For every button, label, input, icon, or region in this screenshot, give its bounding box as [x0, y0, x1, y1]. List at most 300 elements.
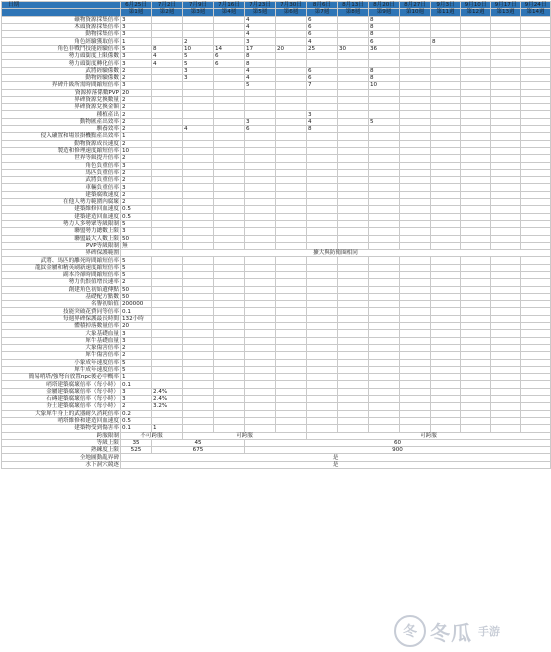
value-cell: [431, 410, 461, 417]
value-cell: 3: [245, 118, 276, 125]
value-cell: [338, 213, 369, 220]
value-cell: [431, 74, 461, 81]
value-cell: [183, 308, 214, 315]
value-cell: [338, 286, 369, 293]
value-cell: [521, 133, 551, 140]
value-cell: [521, 82, 551, 89]
table-row: [2, 330, 551, 337]
value-cell: [307, 293, 338, 300]
row-label: 熟練度上限: [2, 447, 121, 454]
value-cell: [369, 388, 400, 395]
value-cell: [183, 315, 214, 322]
value-cell: 2: [121, 344, 152, 351]
table-row: [2, 374, 551, 381]
value-cell: [307, 308, 338, 315]
week-cell: 第8週: [338, 9, 369, 16]
week-header-blank: [2, 9, 121, 16]
value-cell: [245, 330, 276, 337]
value-cell: [183, 374, 214, 381]
value-cell: 3: [121, 23, 152, 30]
value-cell: [276, 155, 307, 162]
value-cell: [400, 344, 431, 351]
value-cell: [338, 235, 369, 242]
value-cell: 3: [183, 74, 214, 81]
value-cell: [491, 410, 521, 417]
value-cell: [338, 162, 369, 169]
value-cell: [183, 396, 214, 403]
value-cell: [245, 388, 276, 395]
table-body: [2, 16, 551, 468]
value-cell: 8: [369, 74, 400, 81]
value-cell: [491, 228, 521, 235]
value-cell: [307, 104, 338, 111]
value-cell: [214, 359, 245, 366]
value-cell: [276, 286, 307, 293]
value-cell: [369, 177, 400, 184]
value-cell: [307, 177, 338, 184]
value-cell: [276, 264, 307, 271]
value-cell: [338, 169, 369, 176]
value-cell: [214, 38, 245, 45]
value-cell: 3: [245, 38, 276, 45]
value-cell: [521, 38, 551, 45]
value-cell: [491, 67, 521, 74]
row-label: 名譽初始值: [2, 301, 121, 308]
value-cell: [400, 38, 431, 45]
value-cell: [400, 337, 431, 344]
value-cell: [521, 213, 551, 220]
row-label: 資源掉落係數PVP: [2, 89, 121, 96]
row-label: 每週界碑保護最長時間: [2, 315, 121, 322]
value-cell: [431, 67, 461, 74]
table-row: [2, 425, 551, 432]
value-cell: [491, 213, 521, 220]
value-cell: [214, 104, 245, 111]
value-cell: [369, 257, 400, 264]
row-label: 角色負重倍率: [2, 162, 121, 169]
value-cell: [461, 323, 491, 330]
value-cell: 50: [121, 293, 152, 300]
value-cell: [276, 111, 307, 118]
value-cell: [491, 257, 521, 264]
value-cell: [338, 191, 369, 198]
table-row: [2, 74, 551, 81]
value-cell: [245, 104, 276, 111]
value-cell: 8: [152, 45, 183, 52]
value-cell: [338, 155, 369, 162]
value-cell: [276, 396, 307, 403]
table-row: [2, 410, 551, 417]
value-cell: [276, 23, 307, 30]
value-cell: [183, 381, 214, 388]
value-cell: 3: [121, 31, 152, 38]
value-cell: [521, 191, 551, 198]
value-cell: [461, 23, 491, 30]
value-cell: [400, 352, 431, 359]
value-cell: [152, 374, 183, 381]
value-cell: [491, 264, 521, 271]
value-cell: [183, 177, 214, 184]
value-cell: [152, 381, 183, 388]
value-cell: [245, 199, 276, 206]
value-cell: [369, 344, 400, 351]
value-cell: [276, 315, 307, 322]
value-cell: [307, 162, 338, 169]
value-cell: [183, 228, 214, 235]
value-cell: [431, 53, 461, 60]
value-cell: 4: [245, 31, 276, 38]
value-cell: [245, 133, 276, 140]
value-cell: 4: [245, 67, 276, 74]
value-cell: [245, 147, 276, 154]
value-cell: [214, 366, 245, 373]
value-cell: [245, 301, 276, 308]
value-cell: [491, 177, 521, 184]
value-cell: [338, 366, 369, 373]
table-row: [2, 220, 551, 227]
value-cell: [431, 366, 461, 373]
value-cell: [400, 271, 431, 278]
value-cell: [183, 271, 214, 278]
value-cell: [152, 279, 183, 286]
row-label: 聯盟勢力總數上限: [2, 228, 121, 235]
value-cell: [400, 155, 431, 162]
value-cell: [307, 352, 338, 359]
table-row: [2, 301, 551, 308]
row-label: 界碑資源兌換數量: [2, 96, 121, 103]
value-cell: [152, 177, 183, 184]
value-cell: [369, 155, 400, 162]
value-cell: [307, 257, 338, 264]
value-cell: [369, 191, 400, 198]
value-cell: [431, 308, 461, 315]
value-cell: [521, 323, 551, 330]
value-cell: 50: [121, 286, 152, 293]
value-cell: [400, 184, 431, 191]
value-cell: 3: [121, 184, 152, 191]
value-cell: [491, 74, 521, 81]
value-cell: 3.2%: [152, 403, 183, 410]
value-cell: [431, 133, 461, 140]
row-label: 哨塔建築腐壞倍率（每小時）: [2, 381, 121, 388]
value-cell: [521, 359, 551, 366]
value-cell: [431, 169, 461, 176]
value-cell: [400, 82, 431, 89]
value-cell: [491, 82, 521, 89]
row-label: 動物匯產出效率: [2, 118, 121, 125]
date-cell: 8月27日: [400, 2, 431, 9]
value-cell: 2: [121, 199, 152, 206]
date-cell: 7月23日: [245, 2, 276, 9]
value-cell: [521, 235, 551, 242]
value-cell: [245, 308, 276, 315]
row-label: 侵入礦置和場景掛機點產出效率: [2, 133, 121, 140]
value-cell: [369, 89, 400, 96]
value-cell: [431, 337, 461, 344]
value-cell: [400, 213, 431, 220]
value-cell: [183, 133, 214, 140]
value-cell: 4: [183, 126, 214, 133]
value-cell: [276, 271, 307, 278]
value-cell: [307, 425, 338, 432]
value-cell: [307, 344, 338, 351]
value-cell: [491, 344, 521, 351]
value-cell: [307, 359, 338, 366]
week-cell: 第3週: [183, 9, 214, 16]
value-cell: [214, 410, 245, 417]
value-cell: [183, 352, 214, 359]
value-cell: [521, 206, 551, 213]
value-cell: [461, 330, 491, 337]
value-cell: [276, 352, 307, 359]
value-cell: [400, 140, 431, 147]
value-cell: [431, 301, 461, 308]
value-cell: [400, 60, 431, 67]
row-label: PVP等級限制: [2, 242, 121, 249]
value-cell: [276, 242, 307, 249]
row-label: 馴養效率: [2, 126, 121, 133]
value-cell: [338, 257, 369, 264]
week-cell: 第13週: [491, 9, 521, 16]
value-cell: [461, 242, 491, 249]
row-label: 聯盟最大人數上限: [2, 235, 121, 242]
table-row: [2, 191, 551, 198]
value-cell: [276, 206, 307, 213]
value-cell: [214, 257, 245, 264]
value-cell: [461, 184, 491, 191]
value-cell: [276, 410, 307, 417]
value-cell: [369, 374, 400, 381]
value-cell: [183, 257, 214, 264]
value-cell: [338, 381, 369, 388]
value-cell: [245, 220, 276, 227]
value-cell: [400, 220, 431, 227]
value-cell: 17: [245, 45, 276, 52]
value-cell: [431, 140, 461, 147]
value-cell: [491, 301, 521, 308]
value-cell: [338, 89, 369, 96]
value-cell: [369, 60, 400, 67]
week-cell: 第14週: [521, 9, 551, 16]
value-cell: 50: [121, 235, 152, 242]
value-cell: [461, 147, 491, 154]
week-cell: 第11週: [431, 9, 461, 16]
table-row: [2, 96, 551, 103]
row-label: 龍紋金屬和精英刷新速度縮短倍率: [2, 264, 121, 271]
value-cell: [491, 337, 521, 344]
table-row: [2, 271, 551, 278]
value-cell: [461, 126, 491, 133]
value-cell: [491, 184, 521, 191]
value-cell: [307, 213, 338, 220]
value-cell: [245, 206, 276, 213]
value-cell: [307, 140, 338, 147]
value-cell: [152, 155, 183, 162]
value-cell: [431, 403, 461, 410]
value-cell: 0.1: [121, 381, 152, 388]
value-cell: [461, 67, 491, 74]
date-cell: 7月16日: [214, 2, 245, 9]
value-cell: [152, 140, 183, 147]
value-cell: [307, 228, 338, 235]
value-cell: [521, 199, 551, 206]
value-cell: [338, 315, 369, 322]
value-cell: [307, 89, 338, 96]
schedule-table: [1, 1, 551, 469]
value-cell: [369, 337, 400, 344]
value-cell: [245, 403, 276, 410]
value-cell: [183, 293, 214, 300]
value-cell: [461, 337, 491, 344]
value-cell: [307, 315, 338, 322]
value-cell: [431, 359, 461, 366]
value-cell: [152, 359, 183, 366]
watermark-brand: 冬瓜: [430, 620, 472, 645]
value-cell: [521, 162, 551, 169]
value-cell: 3: [121, 388, 152, 395]
value-cell: 2: [121, 279, 152, 286]
value-cell: [338, 184, 369, 191]
value-cell: [245, 140, 276, 147]
value-cell: 3: [121, 228, 152, 235]
value-cell: [276, 359, 307, 366]
value-cell: [245, 213, 276, 220]
value-cell: [521, 352, 551, 359]
row-label: 勢力仇恨值增長速率: [2, 279, 121, 286]
value-cell: [307, 366, 338, 373]
row-label: 創建角色初始遺傳點: [2, 286, 121, 293]
value-cell: 5: [121, 264, 152, 271]
value-cell: 2: [121, 67, 152, 74]
table-row: [2, 228, 551, 235]
value-cell: [400, 264, 431, 271]
value-cell: [521, 60, 551, 67]
table-row: [2, 89, 551, 96]
value-cell: [521, 53, 551, 60]
value-cell: [276, 323, 307, 330]
value-cell: [307, 169, 338, 176]
value-cell: [338, 308, 369, 315]
value-cell: [214, 111, 245, 118]
value-cell: [369, 366, 400, 373]
value-cell: [245, 184, 276, 191]
value-cell: [338, 104, 369, 111]
value-cell: [152, 67, 183, 74]
value-cell: [152, 169, 183, 176]
value-cell: [461, 38, 491, 45]
value-cell: [491, 53, 521, 60]
table-row: [2, 323, 551, 330]
value-cell: [338, 177, 369, 184]
value-cell: [491, 403, 521, 410]
value-cell: 200000: [121, 301, 152, 308]
value-cell: [461, 213, 491, 220]
value-cell: [521, 425, 551, 432]
table-row: [2, 45, 551, 52]
value-cell: [245, 235, 276, 242]
value-cell: 5: [121, 271, 152, 278]
value-cell: 6: [369, 38, 400, 45]
value-cell: [491, 381, 521, 388]
row-label: 犀牛成年速度倍率: [2, 366, 121, 373]
table-row: [2, 417, 551, 424]
value-cell: [431, 126, 461, 133]
value-cell: [431, 323, 461, 330]
value-cell: [183, 191, 214, 198]
value-cell: [400, 359, 431, 366]
row-merged-value: 45: [152, 439, 245, 446]
table-row: [2, 250, 551, 257]
value-cell: [183, 111, 214, 118]
value-cell: [369, 279, 400, 286]
row-label: 木頭資源採集倍率: [2, 23, 121, 30]
table-row: [2, 388, 551, 395]
week-cell: 第2週: [152, 9, 183, 16]
value-cell: [152, 242, 183, 249]
value-cell: [183, 425, 214, 432]
value-cell: [521, 366, 551, 373]
value-cell: [431, 118, 461, 125]
value-cell: [307, 410, 338, 417]
value-cell: [431, 271, 461, 278]
value-cell: [400, 417, 431, 424]
value-cell: [276, 126, 307, 133]
value-cell: [276, 31, 307, 38]
value-cell: [307, 220, 338, 227]
table-row: [2, 279, 551, 286]
value-cell: [214, 242, 245, 249]
value-cell: [400, 410, 431, 417]
value-cell: [245, 359, 276, 366]
value-cell: [521, 410, 551, 417]
value-cell: [369, 213, 400, 220]
date-cell: 7月30日: [276, 2, 307, 9]
value-cell: [521, 337, 551, 344]
value-cell: [307, 53, 338, 60]
row-label: 世界等級提升倍率: [2, 155, 121, 162]
value-cell: [491, 147, 521, 154]
value-cell: 1: [121, 38, 152, 45]
date-cell: 8月20日: [369, 2, 400, 9]
value-cell: [245, 242, 276, 249]
value-cell: [276, 425, 307, 432]
value-cell: 2: [121, 74, 152, 81]
value-cell: [307, 191, 338, 198]
row-label: 動物採集倍率: [2, 31, 121, 38]
value-cell: [369, 396, 400, 403]
value-cell: [183, 417, 214, 424]
value-cell: [461, 155, 491, 162]
value-cell: 5: [245, 82, 276, 89]
value-cell: [152, 38, 183, 45]
row-label: 建築物受到傷害率: [2, 425, 121, 432]
value-cell: [214, 118, 245, 125]
value-cell: [338, 323, 369, 330]
value-cell: [183, 337, 214, 344]
value-cell: [276, 118, 307, 125]
value-cell: [214, 403, 245, 410]
row-label: 全地圖動亂界碑: [2, 454, 121, 461]
value-cell: [152, 23, 183, 30]
table-row: [2, 111, 551, 118]
value-cell: [307, 403, 338, 410]
value-cell: [214, 206, 245, 213]
value-cell: [400, 308, 431, 315]
row-label: 夯土建築腐壞倍率（每小時）: [2, 403, 121, 410]
value-cell: [338, 337, 369, 344]
value-cell: [183, 96, 214, 103]
value-cell: [276, 388, 307, 395]
